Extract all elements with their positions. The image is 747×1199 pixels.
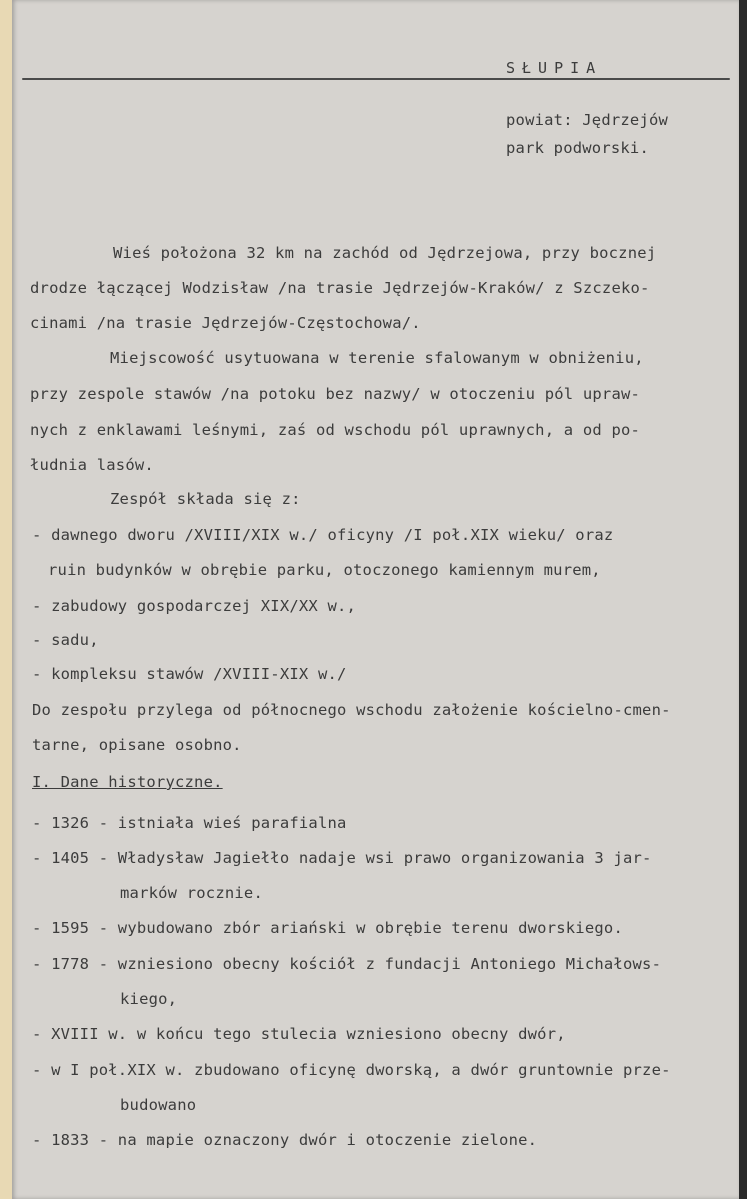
meta-park-type: park podworski. <box>506 139 649 157</box>
body-line-8: Zespół składa się z: <box>110 490 301 508</box>
body-line-1: Wieś położona 32 km na zachód od Jędrzejowa, przy bocznej <box>113 244 657 262</box>
body-line-3: cinami /na trasie Jędrzejów-Częstochowa/. <box>30 314 421 332</box>
history-1778-cont: kiego, <box>120 990 178 1008</box>
history-1326: - 1326 - istniała wieś parafialna <box>32 814 347 832</box>
history-xix-cont: budowano <box>120 1096 197 1114</box>
body-line-15: tarne, opisane osobno. <box>32 736 242 754</box>
paper-left-edge <box>0 0 12 1199</box>
meta-county: powiat: Jędrzejów <box>506 111 669 129</box>
body-line-9: - dawnego dworu /XVIII/XIX w./ oficyny /I poł.XIX wieku/ oraz <box>32 526 614 544</box>
body-line-7: łudnia lasów. <box>30 456 154 474</box>
body-line-12: - sadu, <box>32 631 99 649</box>
section-heading: I. Dane historyczne. <box>32 773 223 791</box>
body-line-4: Miejscowość usytuowana w terenie sfalowanym w obniżeniu, <box>110 349 644 367</box>
scan-right-border <box>739 0 747 1199</box>
body-line-5: przy zespole stawów /na potoku bez nazwy/ w otoczeniu pól upraw- <box>30 385 641 403</box>
history-1405: - 1405 - Władysław Jagiełło nadaje wsi prawo organizowania 3 jar- <box>32 849 652 867</box>
body-line-14: Do zespołu przylega od północnego wschodu założenie kościelno-cmen- <box>32 701 671 719</box>
history-1833: - 1833 - na mapie oznaczony dwór i otoczenie zielone. <box>32 1131 538 1149</box>
history-1405-cont: marków rocznie. <box>120 884 263 902</box>
document-title: SŁUPIA <box>506 59 603 77</box>
body-line-6: nych z enklawami leśnymi, zaś od wschodu pól uprawnych, a od po- <box>30 421 641 439</box>
body-line-13: - kompleksu stawów /XVIII-XIX w./ <box>32 665 347 683</box>
history-xviii: - XVIII w. w końcu tego stulecia wzniesiono obecny dwór, <box>32 1025 566 1043</box>
body-line-11: - zabudowy gospodarczej XIX/XX w., <box>32 597 357 615</box>
history-1778: - 1778 - wzniesiono obecny kościół z fundacji Antoniego Michałows- <box>32 955 662 973</box>
header-divider <box>22 78 730 80</box>
body-line-10: ruin budynków w obrębie parku, otoczonego kamiennym murem, <box>48 561 601 579</box>
body-line-2: drodze łączącej Wodzisław /na trasie Jędrzejów-Kraków/ z Szczeko- <box>30 279 650 297</box>
history-xix: - w I poł.XIX w. zbudowano oficynę dworską, a dwór gruntownie prze- <box>32 1061 671 1079</box>
history-1595: - 1595 - wybudowano zbór ariański w obrębie terenu dworskiego. <box>32 919 623 937</box>
